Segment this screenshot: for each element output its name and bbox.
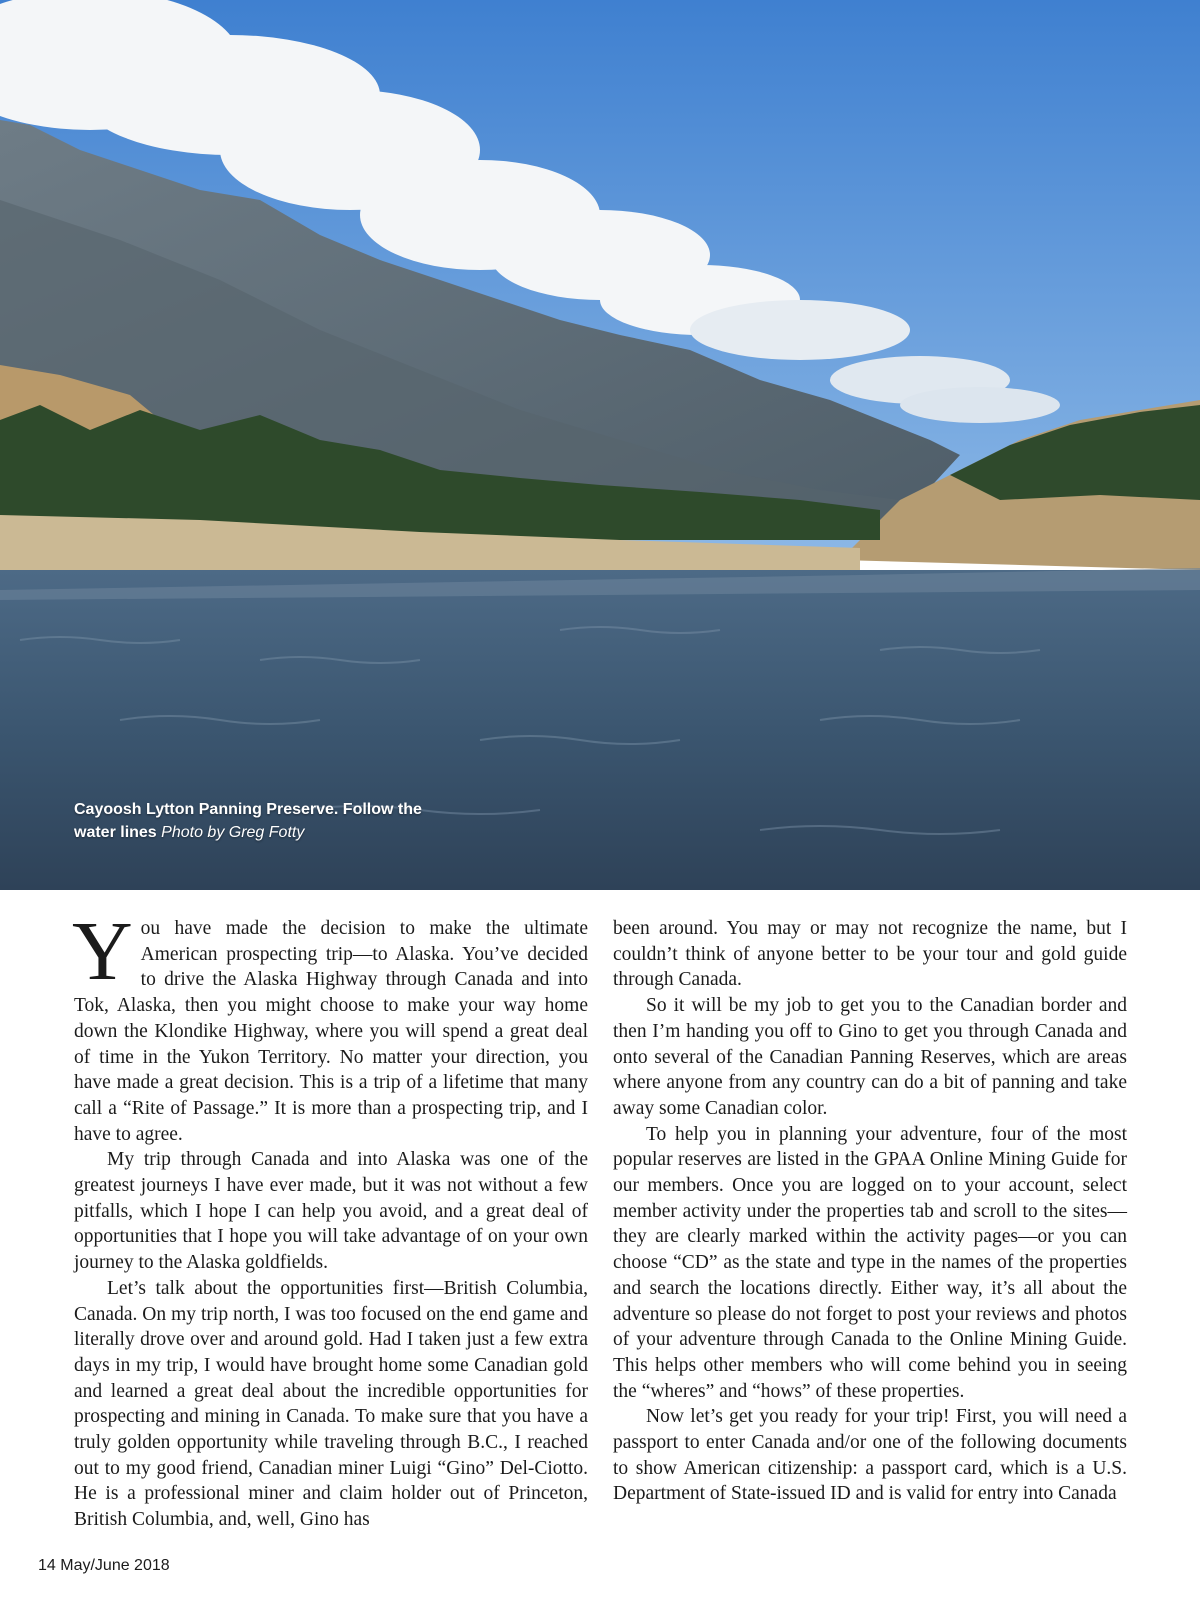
caption-text: Cayoosh Lytton Panning Preserve. Follow the water lines <box>74 801 422 841</box>
article-column-right <box>613 916 1127 1507</box>
article-paragraph: Now let’s get you ready for your trip! First, you will need a passport to enter Canada and/or one of the following documents to show American citizenship: a passport card, which is a U.S. Department of State-issued ID and is valid for entry into Canada <box>613 1406 1127 1505</box>
photo-credit: Photo by Greg Fotty <box>161 824 305 841</box>
paragraph-text: ou have made the decision to make the ultimate American prospecting trip—to Alaska. You’ve decided to drive the Alaska Highway through Canada and into Tok, Alaska, then you might choose to make your way home down the Klondike Highway, where you will spend a great deal of time in the Yukon Territory. No matter your direction, you have made a great decision. This is a trip of a lifetime that many call a “Rite of Passage.” It is more than a prospecting trip, and I have to agree. <box>74 918 588 1145</box>
article-paragraph: To help you in planning your adventure, four of the most popular reserves are listed in the GPAA Online Mining Guide for our members. Once you are logged on to your account, select member activity under the properties tab and scroll to the sites—they are clearly marked within the activity pages—or you can choose “CD” as the state and type in the names of the properties and search the locations directly. Either way, it’s all about the adventure so please do not forget to post your reviews and photos of your adventure through Canada to the Online Mining Guide. This helps other members who will come behind you in seeing the “wheres” and “hows” of these properties. <box>613 1123 1127 1402</box>
article-paragraph: Let’s talk about the opportunities first—British Columbia, Canada. On my trip north, I was too focused on the end game and literally drove over and around gold. Had I taken just a few extra days in my trip, I would have brought home some Canadian gold and learned a great deal about the incredible opportunities for prospecting and mining in Canada. To make sure that you have a truly golden opportunity while traveling through B.C., I reached out to my good friend, Canadian miner Luigi “Gino” Del-Ciotto. He is a professional miner and claim holder out of Princeton, British Columbia, and, well, Gino has <box>74 1277 588 1531</box>
article-paragraph: So it will be my job to get you to the Canadian border and then I’m handing you off to Gino to get you through Canada and onto several of the Canadian Panning Reserves, which are areas where anyone from any country can do a bit of panning and take away some Canadian color. <box>613 995 1127 1119</box>
photo-caption <box>74 798 454 844</box>
drop-cap: Y <box>72 905 133 998</box>
article-paragraph: been around. You may or may not recognize the name, but I couldn’t think of anyone better to be your tour and gold guide through Canada. <box>613 918 1127 991</box>
article-paragraph <box>72 905 588 1147</box>
article-column-left <box>72 905 588 1533</box>
page-folio: 14 May/June 2018 <box>38 1557 170 1574</box>
article-paragraph: My trip through Canada and into Alaska was one of the greatest journeys I have ever made, but it was not without a few pitfalls, which I hope I can help you avoid, and a great deal of opportunities that I hope you will take advantage of on your own journey to the Alaska goldfields. <box>74 1149 588 1274</box>
